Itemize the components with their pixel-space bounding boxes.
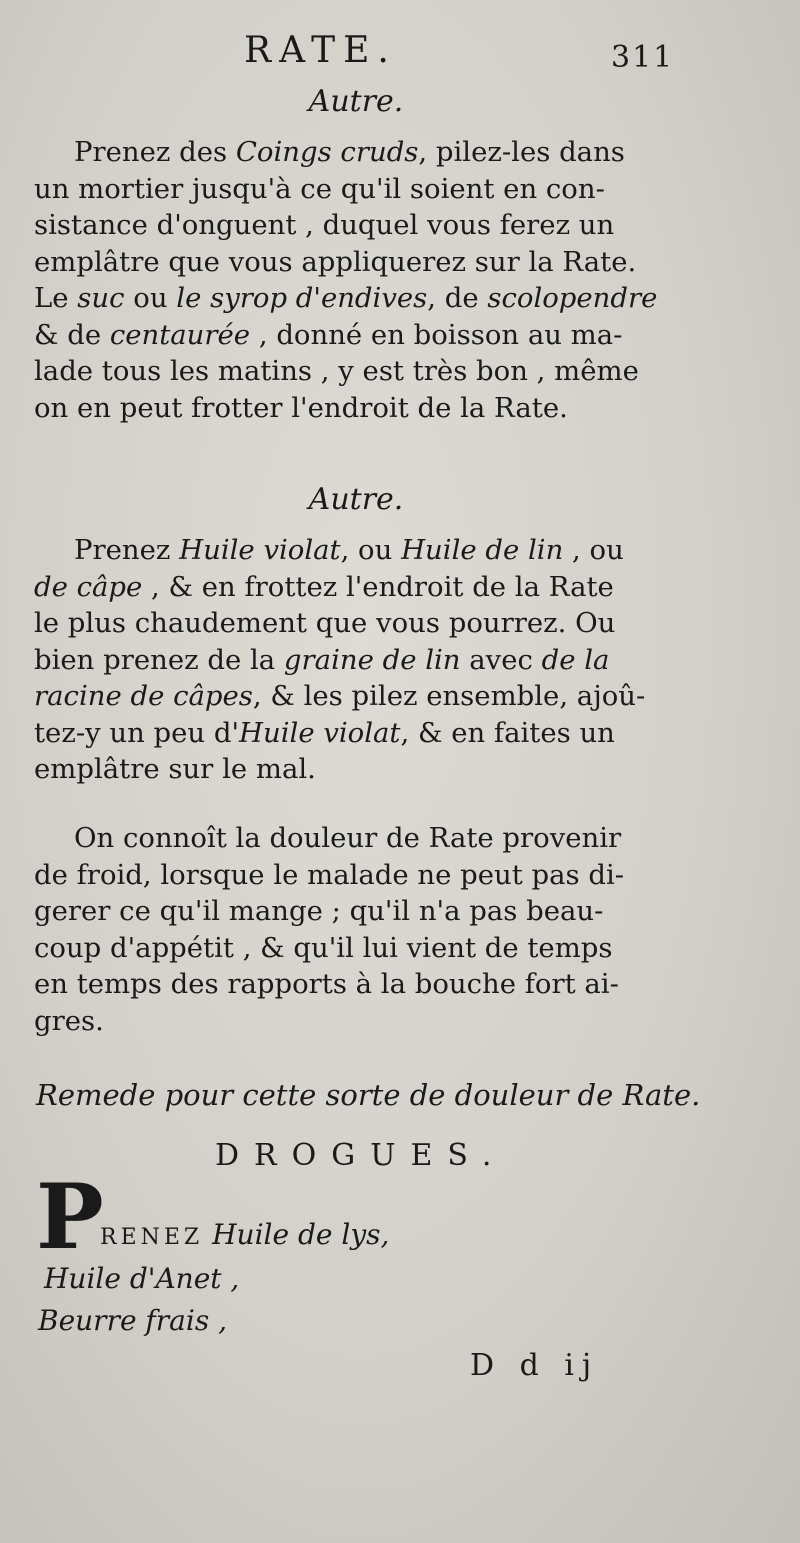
- italic-term: Huile violat: [239, 716, 401, 749]
- text-run: Prenez: [74, 534, 180, 566]
- text-line: [34, 532, 674, 569]
- text-line: [34, 820, 674, 857]
- paragraph-huile-violat: [34, 532, 674, 788]
- text-run: , ou: [563, 534, 624, 566]
- text-line: [34, 751, 674, 788]
- text-run: sistance d'onguent , duquel vous ferez un: [34, 209, 615, 241]
- text-run: le plus chaudement que vous pourrez. Ou: [34, 607, 616, 639]
- text-line: [34, 353, 674, 390]
- text-line: [34, 715, 674, 752]
- text-run: avec: [460, 643, 542, 676]
- text-run: , ou: [340, 534, 402, 566]
- italic-term: Coings cruds: [235, 136, 419, 168]
- italic-term: Huile de lin: [401, 534, 564, 566]
- text-run: emplâtre que vous appliquerez sur la Rate.: [34, 245, 637, 278]
- text-line: [34, 390, 674, 427]
- text-run: on en peut frotter l'endroit de la Rate.: [34, 391, 568, 424]
- recipe-line-3: Beurre frais ,: [38, 1304, 227, 1337]
- italic-term: centaurée: [109, 318, 251, 351]
- text-run: , & en faites un: [400, 716, 615, 749]
- remedy-heading: Remede pour cette sorte de douleur de Rate.: [36, 1078, 701, 1112]
- text-line: [34, 678, 674, 715]
- text-run: , & les pilez ensemble, ajoû-: [252, 680, 646, 712]
- text-run: coup d'appétit , & qu'il lui vient de temps: [34, 931, 613, 964]
- text-run: gerer ce qu'il mange ; qu'il n'a pas beau-: [34, 895, 604, 927]
- recipe-line-1: [100, 1218, 389, 1251]
- text-run: On connoît la douleur de Rate provenir: [74, 822, 622, 854]
- text-line: [34, 1003, 674, 1040]
- recipe-first-word: RENEZ: [100, 1225, 204, 1250]
- italic-term: de la: [541, 643, 610, 676]
- text-line: [34, 280, 674, 317]
- text-run: , de: [427, 282, 488, 314]
- recipe-first-ingredient: Huile de lys,: [203, 1218, 390, 1251]
- text-line: [34, 966, 674, 1003]
- text-run: lade tous les matins , y est très bon , même: [34, 355, 639, 387]
- text-line: [34, 930, 674, 967]
- page-number: 311: [611, 40, 675, 75]
- drogues-heading: DROGUES.: [215, 1138, 507, 1173]
- italic-term: racine de câpes: [34, 680, 253, 712]
- text-run: , & en frottez l'endroit de la Rate: [142, 570, 614, 603]
- text-run: & de: [34, 318, 110, 351]
- text-run: en temps des rapports à la bouche fort ai-: [34, 968, 619, 1000]
- text-line: [34, 317, 674, 354]
- text-run: , pilez-les dans: [418, 136, 625, 168]
- paragraph-coings: [34, 134, 674, 426]
- running-head: [36, 30, 716, 80]
- text-line: [34, 569, 674, 606]
- italic-term: scolopendre: [487, 282, 658, 314]
- text-line: [34, 244, 674, 281]
- text-run: tez-y un peu d': [34, 716, 240, 749]
- text-line: [34, 605, 674, 642]
- section-heading-autre-1: Autre.: [308, 84, 404, 119]
- recipe-line-2: Huile d'Anet ,: [44, 1262, 240, 1295]
- text-run: Prenez des: [74, 136, 236, 168]
- text-line: [34, 134, 674, 171]
- text-run: , donné en boisson au ma-: [250, 318, 623, 351]
- section-heading-autre-2: Autre.: [308, 482, 404, 517]
- text-run: un mortier jusqu'à ce qu'il soient en con-: [34, 172, 605, 205]
- italic-term: le syrop d'endives: [176, 282, 428, 314]
- text-run: de froid, lorsque le malade ne peut pas di-: [34, 858, 625, 891]
- text-run: emplâtre sur le mal.: [34, 753, 316, 785]
- text-line: [34, 893, 674, 930]
- text-line: [34, 171, 674, 208]
- text-run: bien prenez de la: [34, 643, 284, 676]
- italic-term: Huile violat: [179, 534, 341, 566]
- italic-term: graine de lin: [283, 643, 461, 676]
- italic-term: de câpe: [34, 570, 143, 603]
- drop-cap: P: [36, 1164, 104, 1270]
- text-run: Le: [34, 282, 78, 314]
- text-line: [34, 857, 674, 894]
- running-title: RATE.: [244, 30, 397, 71]
- paragraph-douleur-rate: [34, 820, 674, 1039]
- text-run: ou: [124, 282, 177, 314]
- italic-term: suc: [77, 282, 125, 314]
- text-line: [34, 642, 674, 679]
- text-line: [34, 207, 674, 244]
- catchword: D d ij: [470, 1348, 600, 1383]
- text-run: gres.: [34, 1004, 104, 1037]
